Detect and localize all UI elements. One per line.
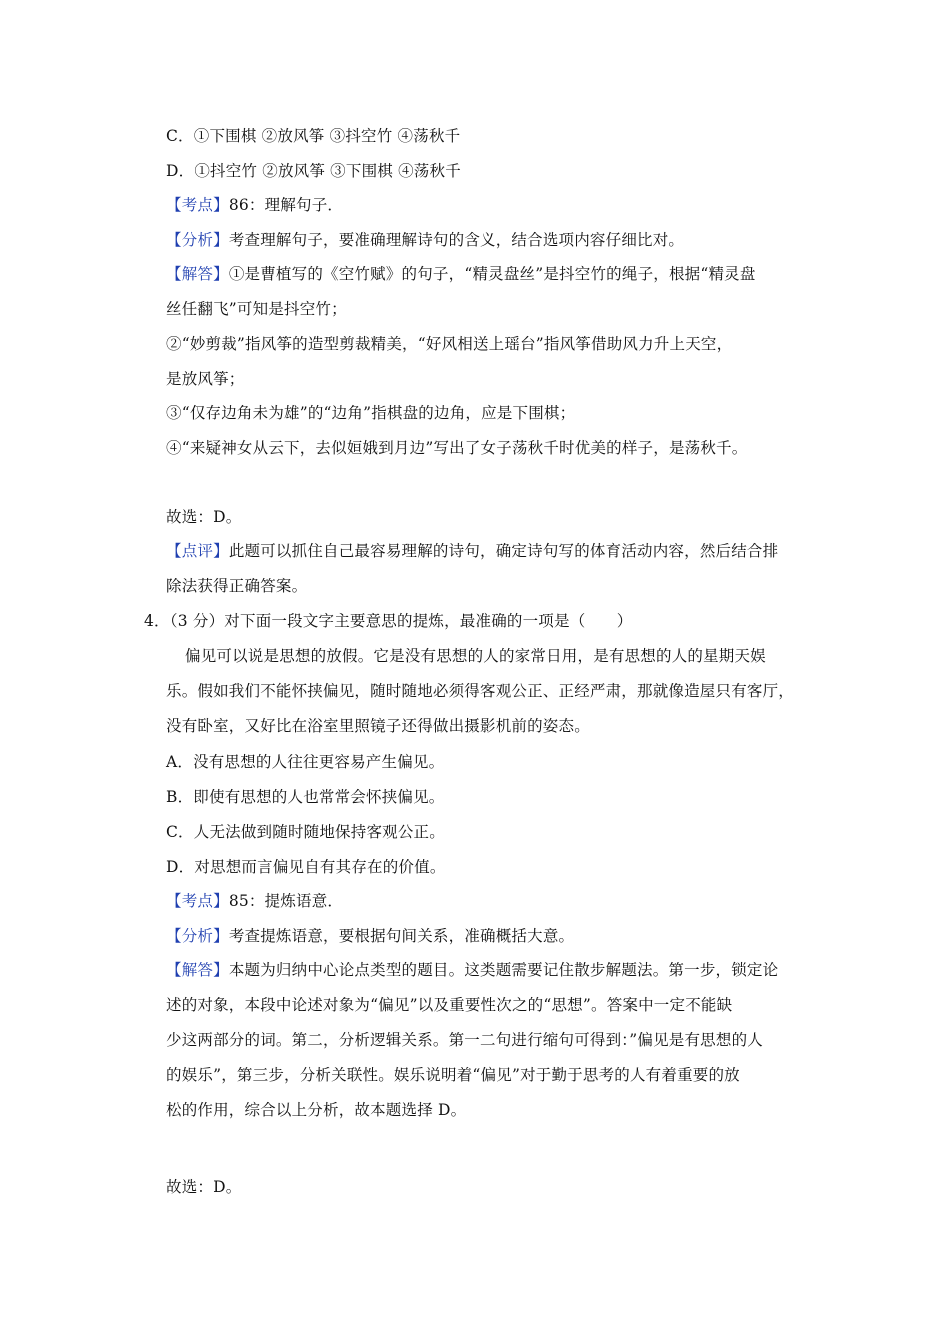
dianping-line: 此题可以抓住自己最容易理解的诗句，确定诗句写的体育活动内容，然后结合排 (228, 542, 779, 560)
q3-answer: 故选：D。 (166, 508, 242, 526)
q3-fenxi (166, 230, 684, 250)
dianping-tag: 【点评】 (166, 542, 229, 560)
jieda-tag: 【解答】 (166, 265, 229, 283)
jieda-tag: 【解答】 (166, 961, 229, 979)
kaodian-tag: 【考点】 (166, 892, 229, 910)
jieda-line: ①是曹植写的《空竹赋》的句子，“精灵盘丝”是抖空竹的绳子，根据“精灵盘 (228, 265, 756, 283)
q4-stem (144, 611, 633, 631)
jieda-line: 本题为归纳中心论点类型的题目。这类题需要记住散步解题法。第一步，锁定论 (228, 961, 779, 979)
question-stem: （3 分）对下面一段文字主要意思的提炼，最准确的一项是（ ） (169, 612, 633, 630)
q4-option-a: A．没有思想的人往往更容易产生偏见。 (166, 753, 445, 771)
question-number: 4． (144, 612, 170, 630)
q3-jieda (166, 264, 756, 284)
q3-jieda-line: 丝任翻飞”可知是抖空竹； (166, 300, 347, 318)
q4-jieda-line: 述的对象，本段中论述对象为“偏见”以及重要性次之的“思想”。答案中一定不能缺 (166, 996, 733, 1014)
q3-jieda-line: ②“妙剪裁”指风筝的造型剪裁精美，“好风相送上瑶台”指风筝借助风力升上天空， (166, 335, 733, 353)
kaodian-tag: 【考点】 (166, 196, 229, 214)
q4-jieda-line: 松的作用，综合以上分析，故本题选择 D。 (166, 1101, 467, 1119)
q3-jieda-line: 是放风筝； (166, 370, 245, 388)
q4-answer: 故选：D。 (166, 1178, 242, 1196)
fenxi-text: 考查理解句子，要准确理解诗句的含义，结合选项内容仔细比对。 (228, 231, 685, 249)
q3-option-d: D．①抖空竹 ②放风筝 ③下围棋 ④荡秋千 (166, 162, 461, 180)
q4-option-d: D．对思想而言偏见自有其存在的价值。 (166, 858, 446, 876)
fenxi-tag: 【分析】 (166, 927, 229, 945)
q4-jieda-line: 少这两部分的词。第二，分析逻辑关系。第一二句进行缩句可得到：”偏见是有思想的人 (166, 1031, 763, 1049)
q3-jieda-line: ④“来疑神女从云下，去似姮娥到月边”写出了女子荡秋千时优美的样子，是荡秋千。 (166, 439, 748, 457)
q4-jieda (166, 960, 778, 980)
q4-option-c: C．人无法做到随时随地保持客观公正。 (166, 823, 445, 841)
q4-kaodian (166, 891, 343, 911)
fenxi-text: 考查提炼语意，要根据句间关系，准确概括大意。 (228, 927, 575, 945)
q3-dianping-line: 除法获得正确答案。 (166, 577, 308, 595)
q4-option-b: B．即使有思想的人也常常会怀挟偏见。 (166, 788, 445, 806)
q4-passage-line: 乐。假如我们不能怀挟偏见，随时随地必须得客观公正、正经严肃，那就像造屋只有客厅， (166, 682, 795, 700)
q3-dianping (166, 541, 778, 561)
fenxi-tag: 【分析】 (166, 231, 229, 249)
q4-passage-line: 偏见可以说是思想的放假。它是没有思想的人的家常日用，是有思想的人的星期天娱 (185, 647, 766, 665)
q4-fenxi (166, 926, 574, 946)
q3-kaodian (166, 195, 343, 215)
q3-option-c: C．①下围棋 ②放风筝 ③抖空竹 ④荡秋千 (166, 127, 461, 145)
q4-passage-line: 没有卧室，又好比在浴室里照镜子还得做出摄影机前的姿态。 (166, 717, 590, 735)
kaodian-text: 85：提炼语意． (228, 892, 344, 910)
q3-jieda-line: ③“仅存边角未为雄”的“边角”指棋盘的边角，应是下围棋； (166, 404, 576, 422)
kaodian-text: 86：理解句子． (228, 196, 344, 214)
q4-jieda-line: 的娱乐”，第三步，分析关联性。娱乐说明着“偏见”对于勤于思考的人有着重要的放 (166, 1066, 740, 1084)
